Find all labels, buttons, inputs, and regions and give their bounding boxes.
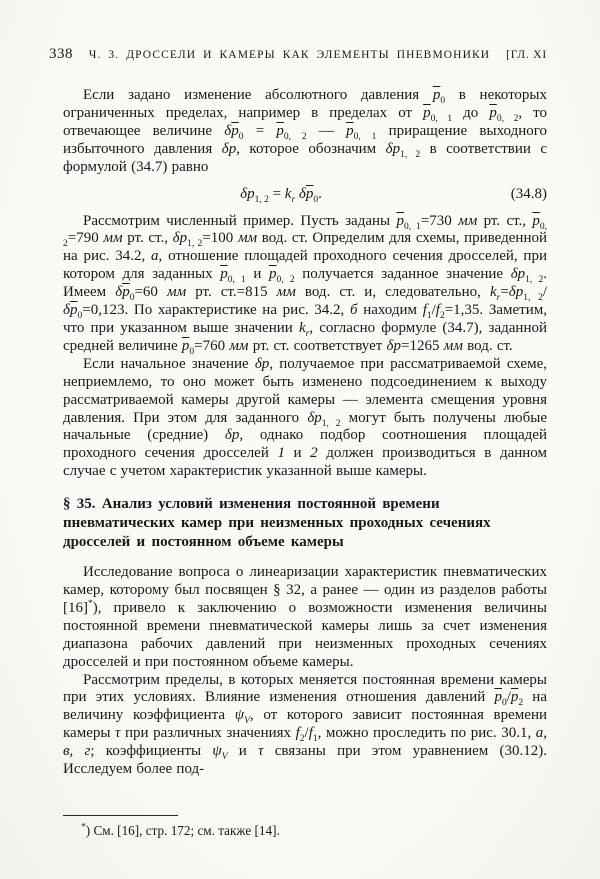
footnote-separator [63,815,178,816]
footnote-area [63,815,547,839]
running-title: Ч. 3. ДРОССЕЛИ И КАМЕРЫ КАК ЭЛЕМЕНТЫ ПНЕВМОНИКИ [88,49,491,61]
section-heading-line: § 35. Анализ условий изменения постоянной времени [63,496,440,513]
paragraph-numeric-example: Рассмотрим численный пример. Пусть заданы $\overline{p}_{0, 1}=730$ мм рт. ст., $\overline{p}_{0, 2}=790$ мм рт. ст., $\delta p_{1, 2}=100$ мм вод. ст. Определим для схемы, приведенной на рис. 34.2, а, отношение площадей проходного сечения дросселей, при котором для заданных $\overline{p}_{0, 1}$ и $\overline{p}_{0, 2}$ получается заданное значение $\delta p_{1, 2}$. Имеем $\delta\overline{p}_0=60$ мм рт. ст.=815 мм вод. ст. и, следовательно, $k_r=\delta p_{1, 2}/\delta\overline{p}_0=0,123$. По характеристике на рис. 34.2, б находим $f_1/f_2=1,35$. Заметим, что при указанном выше значении $k_r$, согласно формуле (34.7), заданной средней величине $\overline{p}_0=760$ мм рт. ст. соответствует δp=1265 мм вод. ст. [63,212,548,357]
section-heading-line: пневматических камер при неизменных проходных сечениях [63,515,491,532]
equation-number: (34.8) [510,185,547,202]
equation-34-8 [63,186,547,203]
paragraph-time-constant-limits: Рассмотрим пределы, в которых меняется постоянная времени камеры при этих условиях. Влияние изменения отношения давлений $\overline{p}_0/\overline{p}_2$ на величину коэффициента $\psi_V$, от которого зависит постоянная времени камеры τ при различных значениях $f_2/f_1$, можно проследить по рис. 30.1, а, в, г; коэффициенты $\psi_V$ и τ связаны при этом уравнением (30.12). Исследуем более под- [63,671,548,778]
paragraph-initial-value: Если начальное значение δp, получаемое при рассматриваемой схеме, неприемлемо, то оно может быть изменено подсоединением к выходу рассматриваемой камеры другой камеры — элемента смещения уровня давления. При этом для заданного $\delta p_{1, 2}$ могут быть получены любые начальные (средние) δp, однако подбор соотношения площадей проходного сечения дросселей 1 и 2 должен производиться в данном случае с учетом характеристик указанной выше камеры. [63,355,548,480]
section-heading [63,495,547,552]
page-body [63,87,547,779]
footnote-text: *) См. [16], стр. 172; см. также [14]. [81,822,280,838]
paragraph-linearization: Исследование вопроса о линеаризации характеристик пневматических камер, которому был посвящен § 32, а ранее — один из разделов работы [16]*), привело к заключению о возможности изменения величины постоянной времени пневматической камеры лишь за счет изменения диапазона рабочих давлений при неизменных проходных сечениях дросселей и при постоянном объеме камеры. [63,564,547,670]
page-header [49,46,547,63]
chapter-marker: [ГЛ. XI [506,49,547,61]
section-heading-line: дросселей и постоянном объеме камеры [63,534,344,551]
paragraph-pressure-limits: Если задано изменение абсолютного давления $\overline{p}_0$ в некоторых ограниченных пределах, например в пределах от $\overline{p}_{0, 1}$ до $\overline{p}_{0, 2}$, то отвечающее величине $\delta\overline{p}_0 = \overline{p}_{0, 2}$ — $\overline{p}_{0, 1}$ приращение выходного избыточного давления δp, которое обозначим $\delta p_{1, 2}$ в соответствии с формулой (34.7) равно [63,87,548,175]
page-number: 338 [49,46,73,62]
equation-formula: $\delta p_{1, 2} = k_r$ $\delta\overline{p}_0$. [240,185,322,205]
